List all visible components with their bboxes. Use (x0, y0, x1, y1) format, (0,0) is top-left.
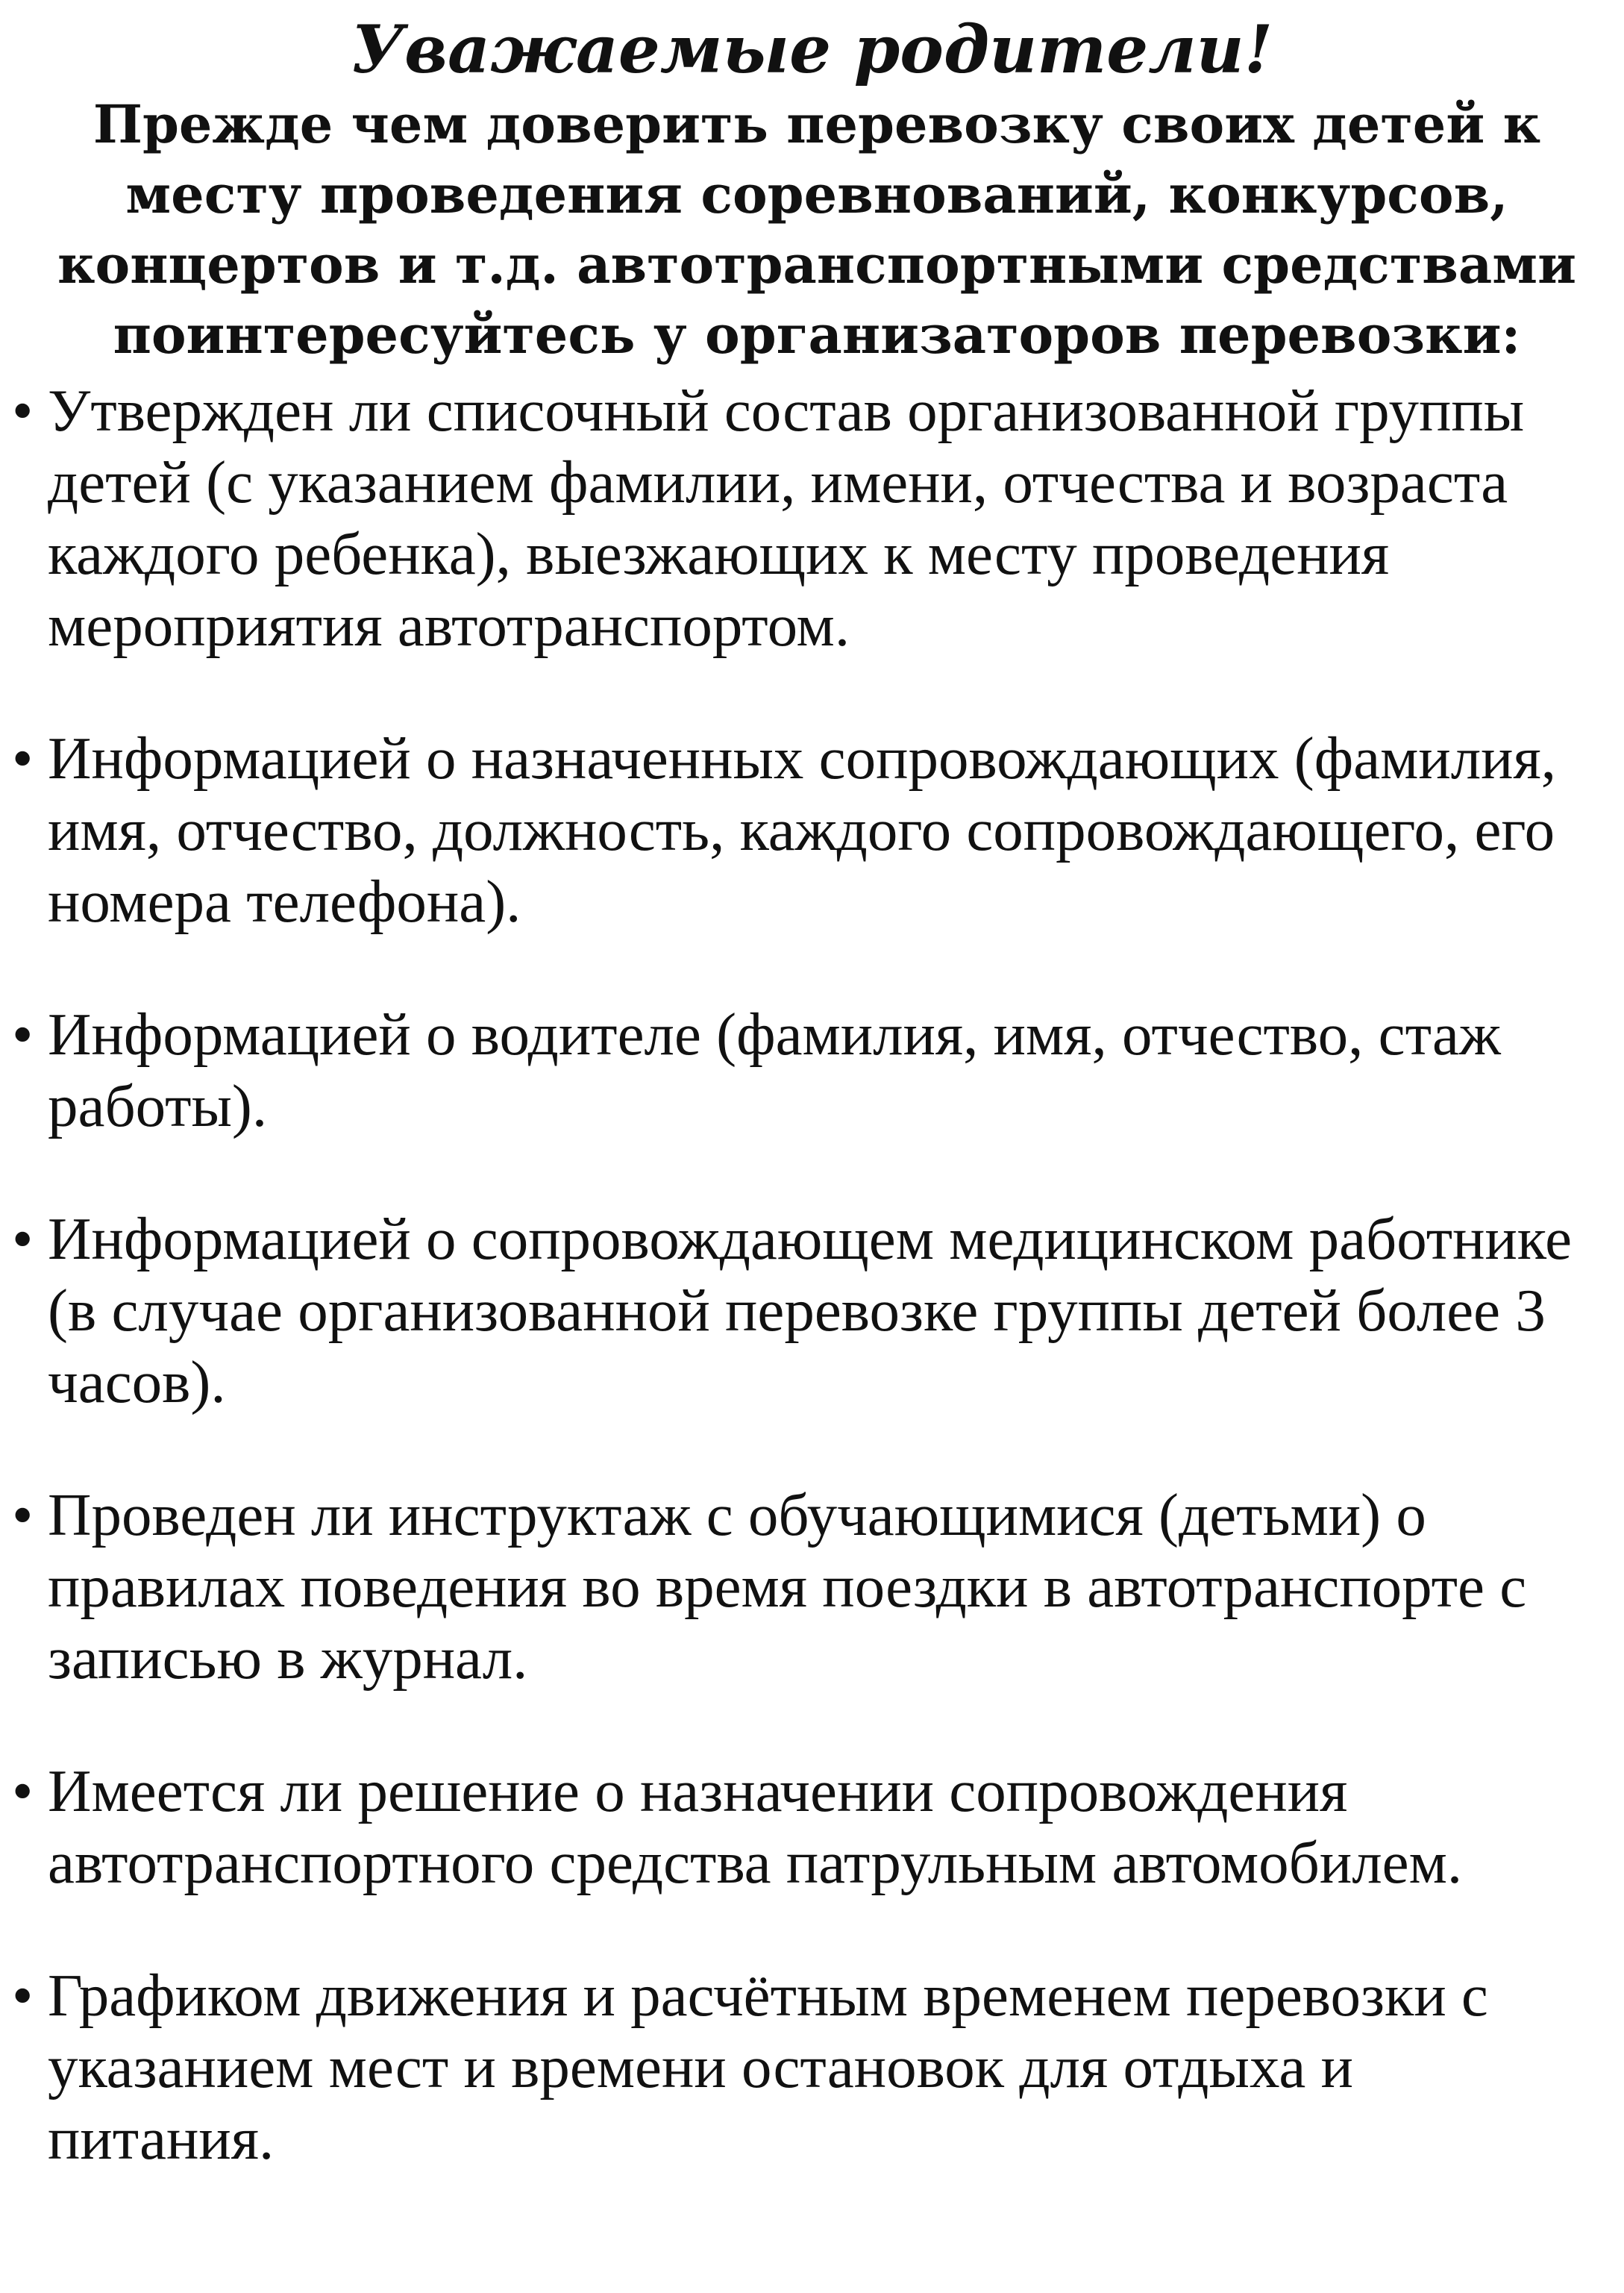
list-item-text: Информацией о водителе (фамилия, имя, отчество, стаж работы). (48, 1001, 1501, 1139)
bullet: • (12, 1481, 34, 1548)
list-item (12, 375, 1594, 661)
list-item-text: Утвержден ли списочный состав организованной группы детей (с указанием фамилии, имени, отчества и возраста каждого ребенка), выезжающих к месту проведения мероприятия автотранспортом. (48, 377, 1525, 659)
list-item-text: Проведен ли инструктаж с обучающимися (детьми) о правилах поведения во время поездки в автотранспорте с записью в журнал. (48, 1481, 1527, 1692)
list-item (12, 1479, 1594, 1694)
list-item (12, 998, 1594, 1142)
list-item-text: Информацией о назначенных сопровождающих (фамилия, имя, отчество, должность, каждого сопровождающего, его номера телефона). (48, 725, 1557, 935)
bullet: • (12, 725, 34, 792)
list-item (12, 1959, 1594, 2174)
list-item (12, 1755, 1594, 1898)
list-item-text: Информацией о сопровождающем медицинском работнике (в случае организованной перевозке группы детей более 3 часов). (48, 1205, 1573, 1415)
bullet: • (12, 1962, 34, 2029)
list-item-text: Имеется ли решение о назначении сопровождения автотранспортного средства патрульным автомобилем. (48, 1757, 1463, 1896)
checklist (12, 375, 1594, 2174)
bullet: • (12, 1001, 34, 1068)
bullet: • (12, 1757, 34, 1824)
intro-text: Прежде чем доверить перевозку своих детей к месту проведения соревнований, конкурсов, концертов и т.д. автотранспортными средствами поинтересуйтесь у организаторов перевозки: (57, 93, 1576, 366)
list-item-text: Графиком движения и расчётным временем перевозки с указанием мест и времени остановок для отдыха и питания. (48, 1962, 1488, 2172)
list-item (12, 1203, 1594, 1418)
list-item (12, 722, 1594, 937)
bullet: • (12, 1205, 34, 1272)
page-title: Уважаемые родители! (351, 10, 1273, 88)
bullet: • (12, 377, 34, 444)
